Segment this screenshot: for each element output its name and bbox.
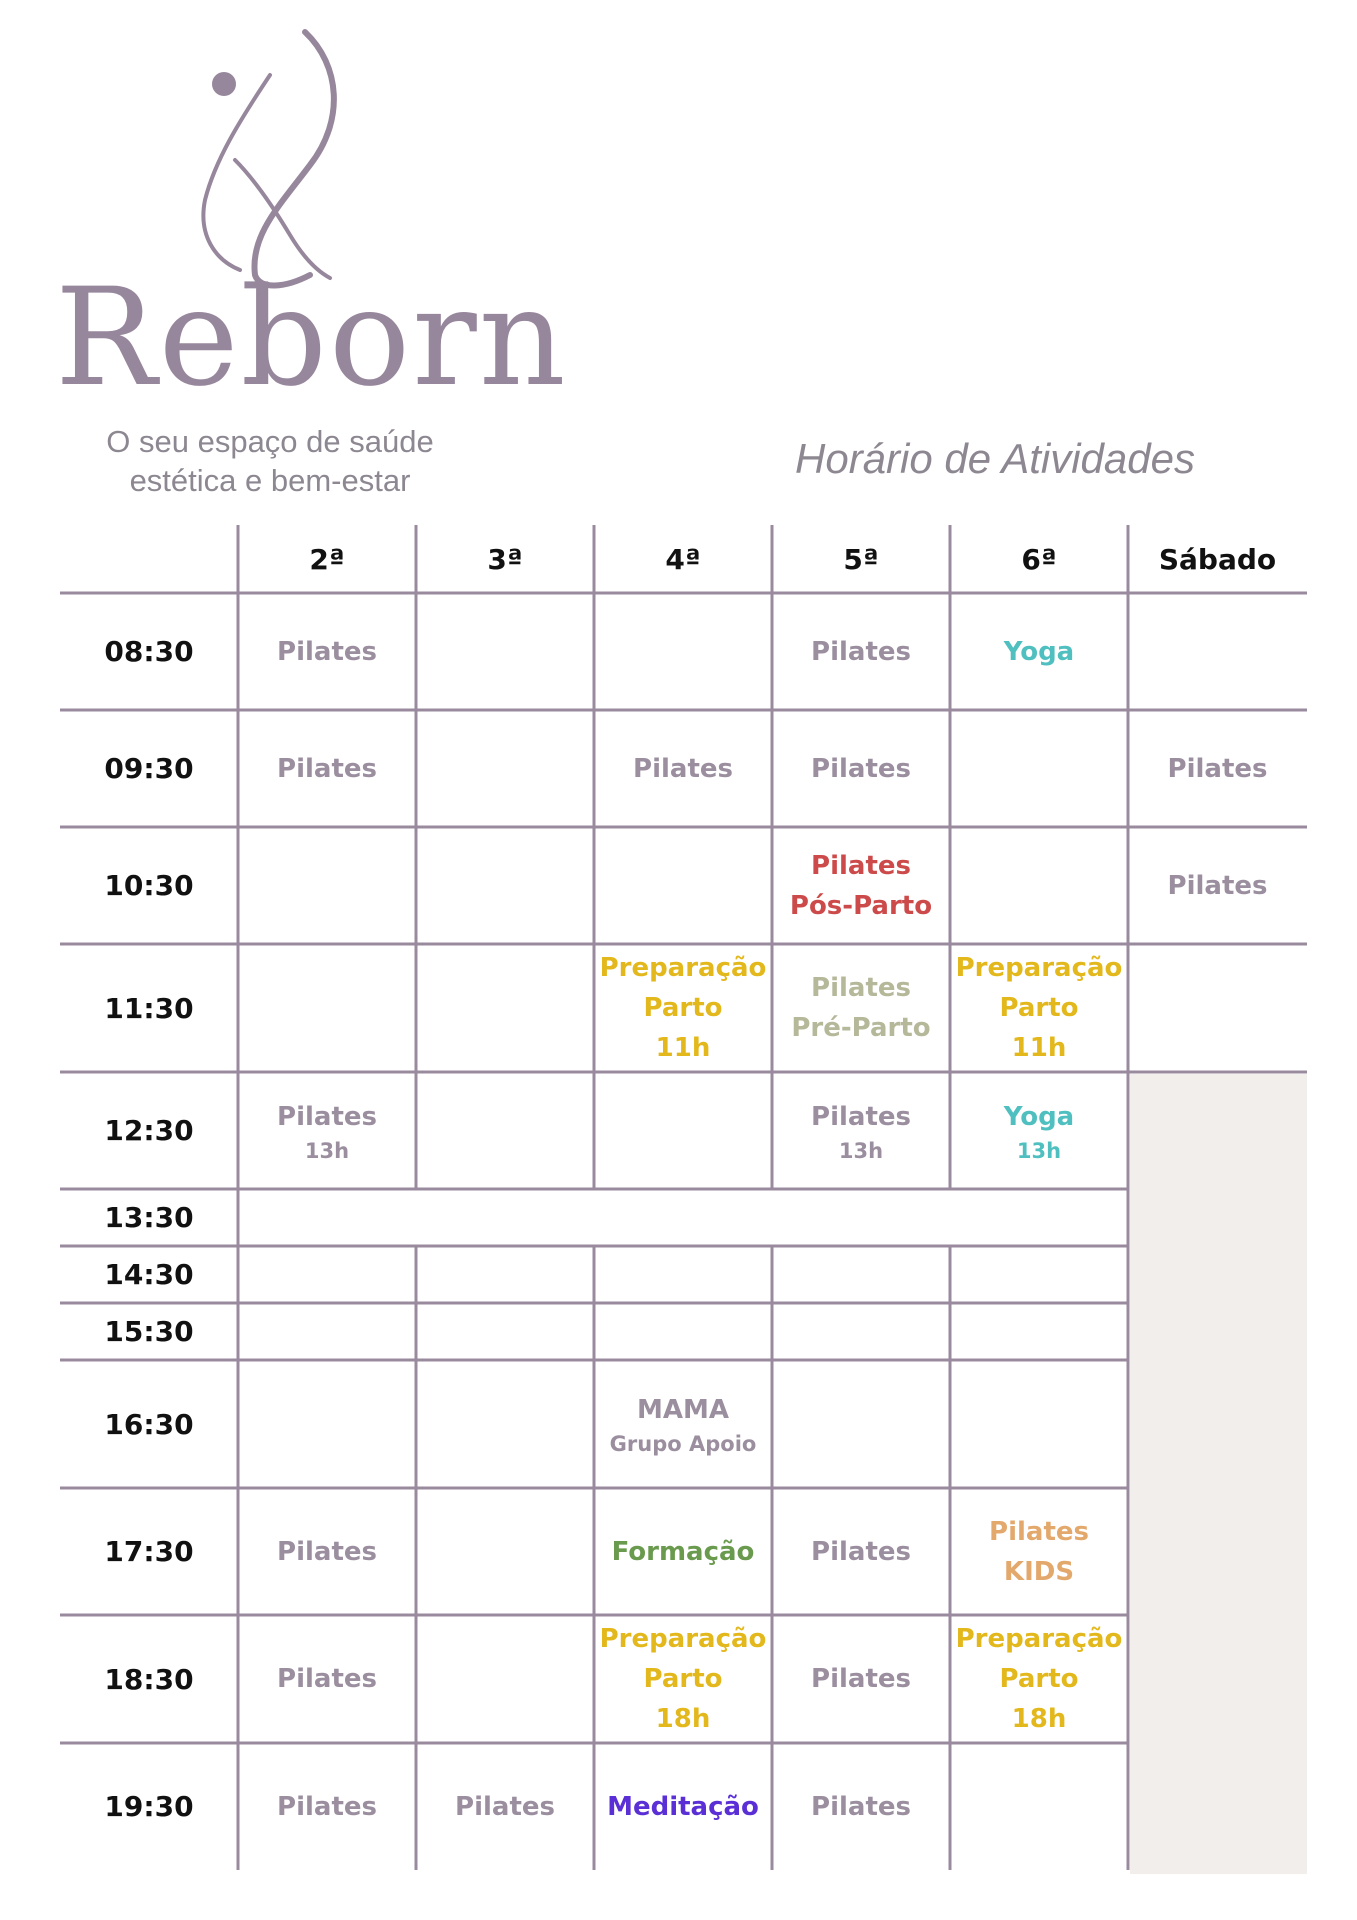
day-header [1128,525,1307,593]
day-header-label: 3ª [487,542,523,576]
activity-name: Pilates [277,636,377,667]
activity-cell [772,1743,950,1870]
activity-name: Pilates [811,850,911,881]
time-slot-label [60,827,238,944]
time-slot-label [60,1360,238,1488]
activity-name: Pilates [455,1791,555,1822]
activity-cell [594,1488,772,1615]
day-header [950,525,1128,593]
time-slot-text: 17:30 [104,1535,194,1568]
activity-cell [772,593,950,710]
day-header-label: 6ª [1021,542,1057,576]
activity-name: MAMA [637,1395,729,1425]
day-header-label: Sábado [1158,542,1277,576]
time-slot-label [60,1615,238,1743]
activity-cell [594,710,772,827]
time-slot-text: 15:30 [104,1315,194,1348]
activity-cell [238,593,416,710]
activity-cell [772,944,950,1072]
activity-name: Yoga [1003,1101,1075,1132]
activity-cell [950,1488,1128,1615]
time-slot-label [60,710,238,827]
activity-cell [594,1360,772,1488]
activity-cell [772,1488,950,1615]
activity-name: 11h [1011,1033,1067,1063]
activity-name: Pilates [811,636,911,667]
activity-name: Formação [611,1536,755,1567]
time-slot-label [60,944,238,1072]
activity-name: Pilates [811,973,911,1003]
activity-name: Pilates [811,1536,911,1567]
time-slot-label [60,1303,238,1360]
time-slot-text: 13:30 [104,1201,194,1234]
activity-cell [772,1072,950,1189]
tagline-line-2: estética e bem-estar [129,463,411,498]
activity-name: Pilates [277,1101,377,1132]
activity-cell [950,944,1128,1072]
activity-name: Pilates [811,1664,911,1694]
time-slot-text: 10:30 [104,869,194,902]
activity-cell [594,1743,772,1870]
time-slot-text: 09:30 [104,752,194,785]
time-slot-text: 12:30 [104,1114,194,1147]
activity-name: Pilates [989,1516,1089,1547]
day-header-label: 2ª [309,542,345,576]
time-slot-text: 16:30 [104,1407,194,1441]
day-header [594,525,772,593]
activity-name: 18h [655,1704,711,1734]
activity-name: KIDS [1003,1556,1075,1587]
activity-cell [1128,827,1307,944]
time-slot-label [60,1072,238,1189]
time-slot-label [60,1246,238,1303]
tagline-line-1: O seu espaço de saúde [106,424,434,459]
activity-detail: 13h [1016,1138,1062,1163]
activity-name: Preparação [599,1624,767,1654]
time-slot-text: 11:30 [104,991,194,1025]
activity-name: Preparação [955,953,1123,983]
activity-cell [238,1072,416,1189]
activity-cell [238,710,416,827]
activity-cell [950,593,1128,710]
day-header [416,525,594,593]
activity-cell [594,944,772,1072]
time-slot-label [60,1743,238,1870]
activity-cell [238,1615,416,1743]
activity-name: Meditação [607,1791,759,1822]
time-slot-label [60,1488,238,1615]
activity-name: Pilates [633,753,733,784]
time-slot-label [60,1189,238,1246]
activity-name: Pilates [811,753,911,784]
time-slot-label [60,593,238,710]
activity-name: Pilates [811,1101,911,1132]
activity-name: Pilates [1167,870,1268,901]
activity-cell [950,1615,1128,1743]
activity-name: Pilates [277,1664,377,1694]
brand-wordmark: Reborn [55,259,568,416]
activity-name: Pilates [1167,753,1268,784]
activity-name: Parto [643,993,723,1023]
day-header [772,525,950,593]
activity-name: Pilates [277,753,377,784]
activity-name: Pós-Parto [789,890,933,921]
activity-name: 18h [1011,1704,1067,1734]
activity-name: Preparação [955,1624,1123,1654]
activity-cell [950,1072,1128,1189]
day-header [238,525,416,593]
activity-detail: 13h [838,1138,884,1163]
activity-cell [238,1743,416,1870]
activity-detail: Grupo Apoio [609,1432,757,1456]
activity-name: Parto [999,1664,1079,1694]
activity-name: 11h [655,1033,711,1063]
time-slot-text: 19:30 [104,1790,194,1823]
activity-name: Pilates [811,1791,911,1822]
activity-detail: 13h [304,1138,350,1163]
time-slot-text: 14:30 [104,1258,194,1291]
activity-name: Pilates [277,1791,377,1822]
activity-cell [772,827,950,944]
activity-cell [594,1615,772,1743]
activity-cell [772,1615,950,1743]
activity-name: Pilates [277,1536,377,1567]
document-title: Horário de Atividades [795,435,1195,482]
activity-cell [1128,710,1307,827]
activity-cell [772,710,950,827]
day-header-label: 5ª [843,542,879,576]
activity-cell [416,1743,594,1870]
time-slot-text: 18:30 [104,1662,194,1696]
activity-name: Parto [999,993,1079,1023]
day-header-label: 4ª [665,542,701,576]
activity-name: Yoga [1003,636,1075,667]
activity-name: Parto [643,1664,723,1694]
time-slot-text: 08:30 [104,635,194,668]
activity-name: Pré-Parto [791,1013,931,1043]
activity-name: Preparação [599,953,767,983]
activity-cell [238,1488,416,1615]
